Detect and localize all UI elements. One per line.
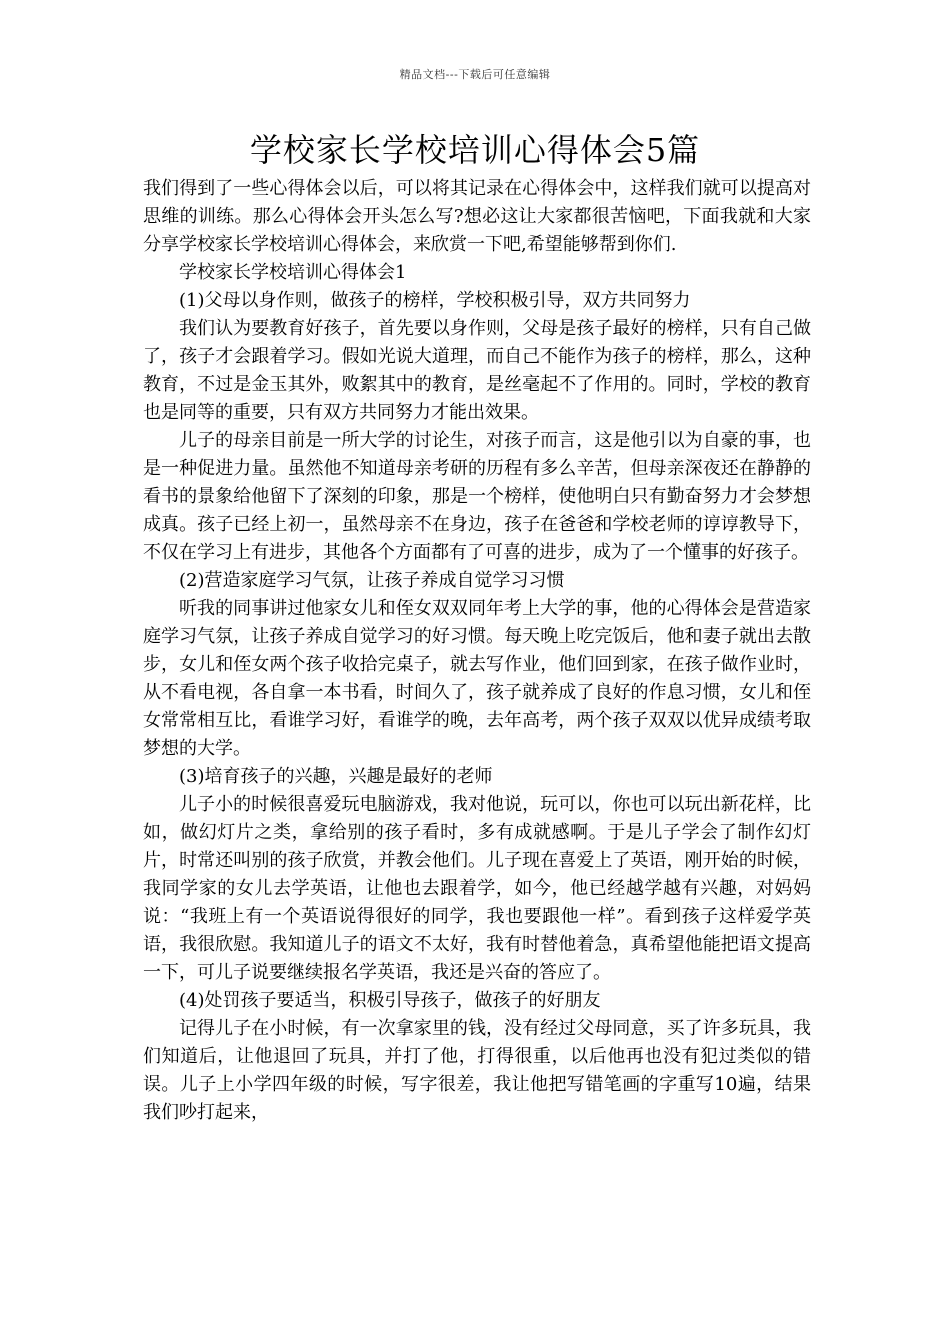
part-heading: 学校家长学校培训心得体会1 — [179, 262, 407, 283]
document-body — [143, 175, 811, 1127]
header-note: 精品文档---下载后可任意编辑 — [399, 68, 551, 81]
section-3-paragraph-1: 儿子小的时候很喜爱玩电脑游戏，我对他说，玩可以，你也可以玩出新花样，比如，做幻灯片之类，拿给别的孩子看时，多有成就感啊。于是儿子学会了制作幻灯片，时常还叫别的孩子欣赏，并教会他们。儿子现在喜爱上了英语，刚开始的时候，我同学家的女儿去学英语，让他也去跟着学，如今，他已经越学越有兴趣，对妈妈说：“我班上有一个英语说得很好的同学，我也要跟他一样”。看到孩子这样爱学英语，我很欣慰。我知道儿子的语文不太好，我有时替他着急，真希望他能把语文提高一下，可儿子说要继续报名学英语，我还是兴奋的答应了。 — [143, 794, 811, 983]
section-4-paragraph-1: 记得儿子在小时候，有一次拿家里的钱，没有经过父母同意，买了许多玩具，我们知道后，让他退回了玩具，并打了他，打得很重，以后他再也没有犯过类似的错误。儿子上小学四年级的时候，写字很差，我让他把写错笔画的字重写10遍，结果我们吵打起来， — [143, 1018, 811, 1123]
intro-paragraph: 我们得到了一些心得体会以后，可以将其记录在心得体会中，这样我们就可以提高对思维的训练。那么心得体会开头怎么写?想必这让大家都很苦恼吧，下面我就和大家分享学校家长学校培训心得体会，来欣赏一下吧,希望能够帮到你们. — [143, 178, 811, 255]
document-title: 学校家长学校培训心得体会5篇 — [249, 131, 701, 169]
section-heading-3: (3)培育孩子的兴趣，兴趣是最好的老师 — [179, 766, 493, 787]
section-heading-4: (4)处罚孩子要适当，积极引导孩子，做孩子的好朋友 — [179, 990, 601, 1011]
section-1-paragraph-1: 我们认为要教育好孩子，首先要以身作则，父母是孩子最好的榜样，只有自己做了，孩子才会跟着学习。假如光说大道理，而自己不能作为孩子的榜样，那么，这种教育，不过是金玉其外，败絮其中的教育，是丝毫起不了作用的。同时，学校的教育也是同等的重要，只有双方共同努力才能出效果。 — [143, 318, 811, 423]
section-heading-1: (1)父母以身作则，做孩子的榜样，学校积极引导，双方共同努力 — [179, 290, 691, 311]
section-1-paragraph-2: 儿子的母亲目前是一所大学的讨论生，对孩子而言，这是他引以为自豪的事，也是一种促进力量。虽然他不知道母亲考研的历程有多么辛苦，但母亲深夜还在静静的看书的景象给他留下了深刻的印象，那是一个榜样，使他明白只有勤奋努力才会梦想成真。孩子已经上初一，虽然母亲不在身边，孩子在爸爸和学校老师的谆谆教导下，不仅在学习上有进步，其他各个方面都有了可喜的进步，成为了一个懂事的好孩子。 — [143, 430, 811, 563]
section-2-paragraph-1: 听我的同事讲过他家女儿和侄女双双同年考上大学的事，他的心得体会是营造家庭学习气氛，让孩子养成自觉学习的好习惯。每天晚上吃完饭后，他和妻子就出去散步，女儿和侄女两个孩子收拾完桌子，就去写作业，他们回到家，在孩子做作业时，从不看电视，各自拿一本书看，时间久了，孩子就养成了良好的作息习惯，女儿和侄女常常相互比，看谁学习好，看谁学的晚，去年高考，两个孩子双双以优异成绩考取梦想的大学。 — [143, 598, 811, 759]
section-heading-2: (2)营造家庭学习气氛，让孩子养成自觉学习习惯 — [179, 570, 565, 591]
